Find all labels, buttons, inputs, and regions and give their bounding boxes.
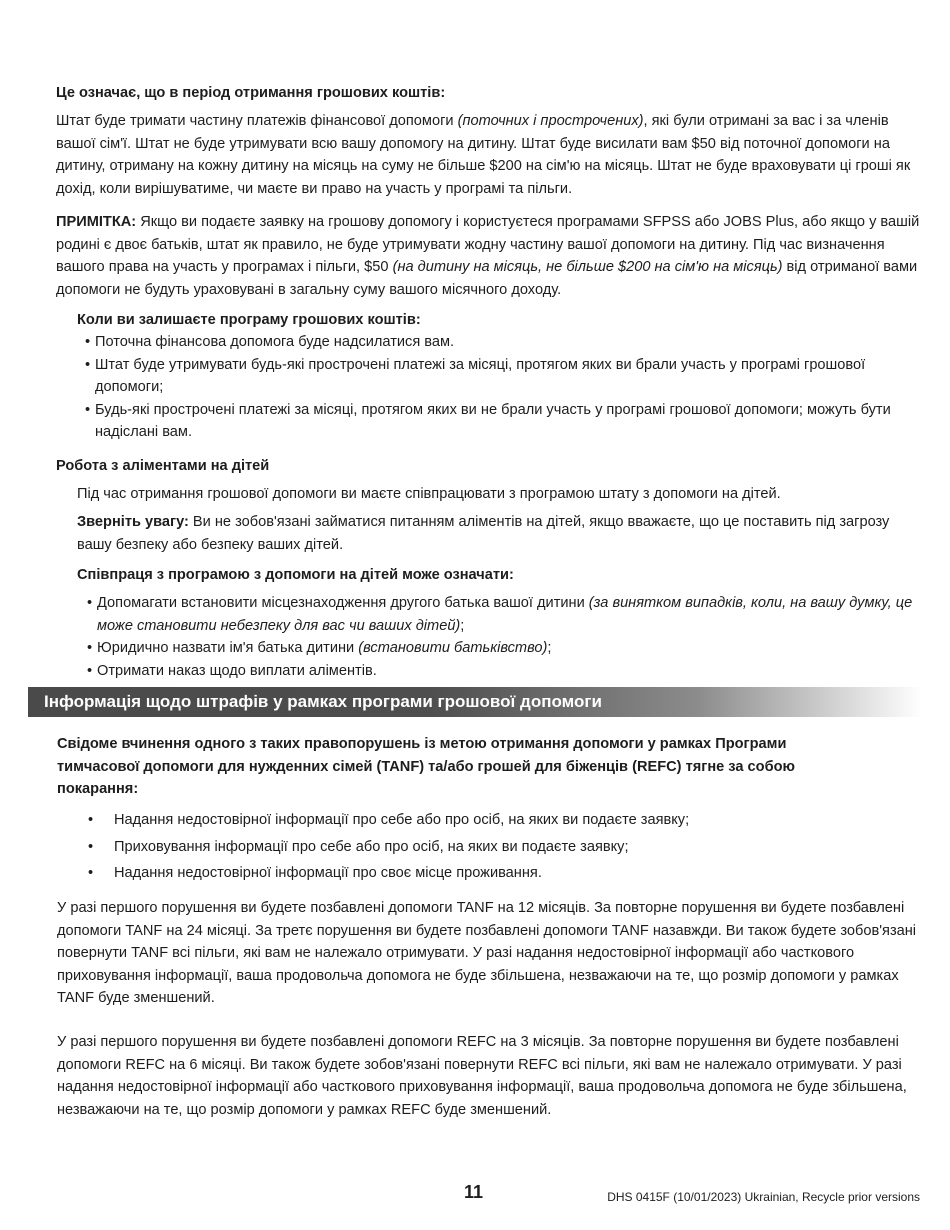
note-label: ПРИМІТКА: (56, 214, 137, 230)
penalty-section-title: Інформація щодо штрафів у рамках програми грошової допомоги (44, 692, 602, 711)
leaving-program-heading: Коли ви залишаєте програму грошових коштів: (77, 312, 421, 328)
penalty-section-banner (28, 687, 922, 717)
refc-penalty-paragraph: У разі першого порушення ви будете позбавлені допомоги REFC на 3 місяців. За повторне порушення ви будете позбавлені допомоги REFC на 6 місяці. Ви також будете зобов'язані повернути REFC всі пільги, які вам не належало отримувати. У разі надання недостовірної інформації або часткового приховування інформації, ваша продовольча допомога не буде збільшена, незважаючи на те, що розмір допомоги у рамках REFC буде зменшений. (57, 1034, 907, 1118)
cooperation-list (87, 592, 925, 682)
child-support-paragraph: Під час отримання грошової допомоги ви маєте співпрацювати з програмою штату з допомоги на дітей. (77, 486, 781, 502)
list-item: • Надання недостовірної інформації про своє місце проживання. (88, 862, 918, 885)
attention-paragraph: Зверніть увагу: Ви не зобов'язані займатися питанням аліментів на дітей, якщо вважаєте, що це поставить під загрозу вашу безпеку або безпеку ваших дітей. (77, 514, 890, 553)
note-paragraph: ПРИМІТКА: Якщо ви подаєте заявку на грошову допомогу і користуєтеся програмами SFPSS або JOBS Plus, або якщо у вашій родині є двоє батьків, штат як правило, не буде утримувати жодну частину вашої допомоги на дитину. Під час визначення вашого права на участь у програмах і пільги, $50 (на дитину на місяць, не більше $200 на сім'ю на місяць) від отриманої вами допомоги не будуть ураховувані в загальну суму вашого місячного доходу. (56, 214, 920, 298)
list-item: • Поточна фінансова допомога буде надсилатися вам. (85, 331, 900, 354)
list-item: • Будь-які прострочені платежі за місяці, протягом яких ви не брали участь у програмі грошової допомоги; можуть бути надіслані вам. (85, 399, 900, 444)
leaving-program-list (85, 331, 900, 444)
form-identifier: DHS 0415F (10/01/2023) Ukrainian, Recycle prior versions (607, 1190, 920, 1204)
child-support-heading: Робота з аліментами на дітей (56, 458, 270, 474)
list-item: • Юридично назвати ім'я батька дитини (встановити батьківство); (87, 637, 925, 660)
list-item: • Штат буде утримувати будь-які прострочені платежі за місяці, протягом яких ви брали участь у програмі грошової допомоги; (85, 354, 900, 399)
list-item: • Допомагати встановити місцезнаходження другого батька вашої дитини (за винятком випадків, коли, на вашу думку, це може становити небезпеку для вас чи ваших дітей); (87, 592, 925, 637)
violation-list (88, 809, 918, 889)
attention-label: Зверніть увагу: (77, 514, 189, 530)
page-number: 11 (464, 1182, 484, 1202)
list-item: • Надання недостовірної інформації про себе або про осіб, на яких ви подаєте заявку; (88, 809, 918, 832)
list-item: • Приховування інформації про себе або про осіб, на яких ви подаєте заявку; (88, 836, 918, 859)
cash-period-heading: Це означає, що в період отримання грошових коштів: (56, 85, 446, 101)
penalty-lead-paragraph: Свідоме вчинення одного з таких правопорушень із метою отримання допомоги у рамках Програми тимчасової допомоги для нужденних сімей (TANF) та/або грошей для біженців (REFC) тягне за собою покарання: (57, 736, 795, 797)
cooperation-heading: Співпраця з програмою з допомоги на дітей може означати: (77, 567, 514, 583)
list-item: • Отримати наказ щодо виплати аліментів. (87, 660, 925, 683)
cash-period-paragraph: Штат буде тримати частину платежів фінансової допомоги (поточних і прострочених), які були отримані за вас і за членів вашої сім'ї. Штат не буде утримувати всю вашу допомогу на дитину. Штат буде висилати вам $50 від поточної допомоги на дитину, отриману на кожну дитину на місяць на суму не більше $200 на сім'ю на місяць. Штат не буде враховувати ці гроші як дохід, коли вирішуватиме, чи маєте ви право на участь у програмі та пільги. (56, 113, 911, 197)
tanf-penalty-paragraph: У разі першого порушення ви будете позбавлені допомоги TANF на 12 місяців. За повторне порушення ви будете позбавлені допомоги TANF на 24 місяці. За третє порушення ви будете позбавлені допомоги TANF назавжди. Ви також будете зобов'язані повернути TANF всі пільги, які вам не належало отримувати. У разі надання недостовірної інформації або часткового приховування інформації, ваша продовольча допомога не буде збільшена, незважаючи на те, що розмір допомоги у рамках TANF буде зменшений. (57, 900, 917, 1006)
